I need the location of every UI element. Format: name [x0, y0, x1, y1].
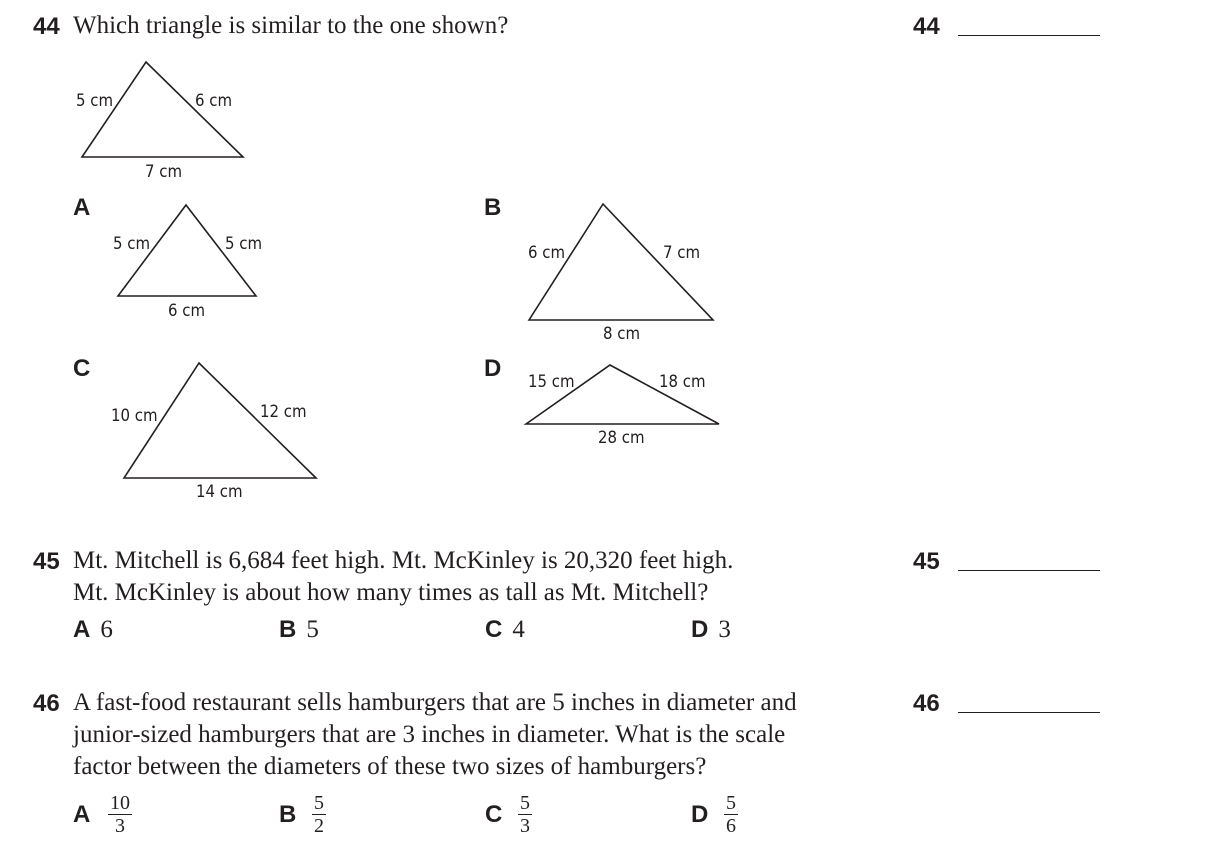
question-45-line-2: Mt. McKinley is about how many times as tall as Mt. Mitchell?	[73, 579, 709, 606]
option-d-letter[interactable]: D	[484, 355, 502, 382]
q45-option-d[interactable]	[691, 616, 731, 644]
q45-option-b[interactable]	[279, 616, 319, 644]
option-c-left-label: 10 cm	[111, 406, 158, 426]
q46-option-a-numerator: 10	[110, 792, 130, 814]
q45-option-d-letter: D	[691, 616, 709, 643]
q46-option-a-letter[interactable]: A	[73, 801, 91, 828]
answer-line-45[interactable]	[958, 570, 1100, 571]
q46-option-d-letter[interactable]: D	[691, 801, 709, 828]
question-46-line-3: factor between the diameters of these two sizes of hamburgers?	[73, 753, 707, 780]
q45-option-a-letter: A	[73, 616, 91, 643]
question-45-line-1: Mt. Mitchell is 6,684 feet high. Mt. McKinley is 20,320 feet high.	[73, 547, 734, 574]
q46-option-c-numerator: 5	[520, 792, 530, 814]
question-number-44: 44	[33, 13, 60, 40]
question-number-46: 46	[33, 690, 60, 717]
q46-option-d-denominator: 6	[726, 815, 736, 837]
q46-option-b-denominator: 2	[314, 815, 324, 837]
q46-option-b-fraction[interactable]	[312, 792, 326, 837]
q45-option-c-value: 4	[512, 616, 525, 643]
question-46-line-2: junior-sized hamburgers that are 3 inches in diameter. What is the scale	[73, 721, 786, 748]
option-a-letter[interactable]: A	[73, 194, 91, 221]
q46-option-b-letter[interactable]: B	[279, 801, 297, 828]
given-right-side-label: 6 cm	[195, 91, 233, 111]
question-44-text: Which triangle is similar to the one shown?	[73, 12, 509, 39]
q45-option-b-letter: B	[279, 616, 297, 643]
q46-option-a-denominator: 3	[108, 814, 132, 837]
option-c-letter[interactable]: C	[73, 355, 91, 382]
q46-option-c-denominator: 3	[520, 815, 530, 837]
option-b-right-label: 7 cm	[663, 243, 701, 263]
option-a-base-label: 6 cm	[168, 301, 206, 321]
q46-option-b-numerator: 5	[314, 792, 324, 814]
q45-option-c-letter: C	[485, 616, 503, 643]
option-a-right-label: 5 cm	[225, 234, 263, 254]
option-c-right-label: 12 cm	[260, 402, 307, 422]
option-d-base-label: 28 cm	[598, 428, 645, 448]
q45-option-c[interactable]	[485, 616, 525, 644]
option-b-letter[interactable]: B	[484, 194, 502, 221]
option-a-left-label: 5 cm	[113, 234, 151, 254]
option-c-base-label: 14 cm	[196, 482, 243, 502]
option-d-right-label: 18 cm	[659, 372, 706, 392]
q46-option-a-fraction[interactable]	[108, 792, 132, 837]
answer-number-46: 46	[913, 690, 940, 717]
q45-option-d-value: 3	[718, 616, 731, 643]
q46-option-c-letter[interactable]: C	[485, 801, 503, 828]
answer-number-44: 44	[913, 13, 940, 40]
answer-line-46[interactable]	[958, 712, 1100, 713]
given-left-side-label: 5 cm	[76, 91, 114, 111]
q45-option-b-value: 5	[306, 616, 319, 643]
option-b-base-label: 8 cm	[603, 324, 641, 344]
answer-number-45: 45	[913, 548, 940, 575]
q46-option-d-fraction[interactable]	[724, 792, 738, 837]
q45-option-a[interactable]	[73, 616, 113, 644]
q46-option-d-numerator: 5	[726, 792, 736, 814]
question-46-line-1: A fast-food restaurant sells hamburgers that are 5 inches in diameter and	[73, 689, 797, 716]
q45-option-a-value: 6	[100, 616, 113, 643]
question-number-45: 45	[33, 548, 60, 575]
option-d-left-label: 15 cm	[528, 372, 575, 392]
q46-option-c-fraction[interactable]	[518, 792, 532, 837]
given-base-label: 7 cm	[145, 162, 183, 182]
option-b-left-label: 6 cm	[528, 243, 566, 263]
